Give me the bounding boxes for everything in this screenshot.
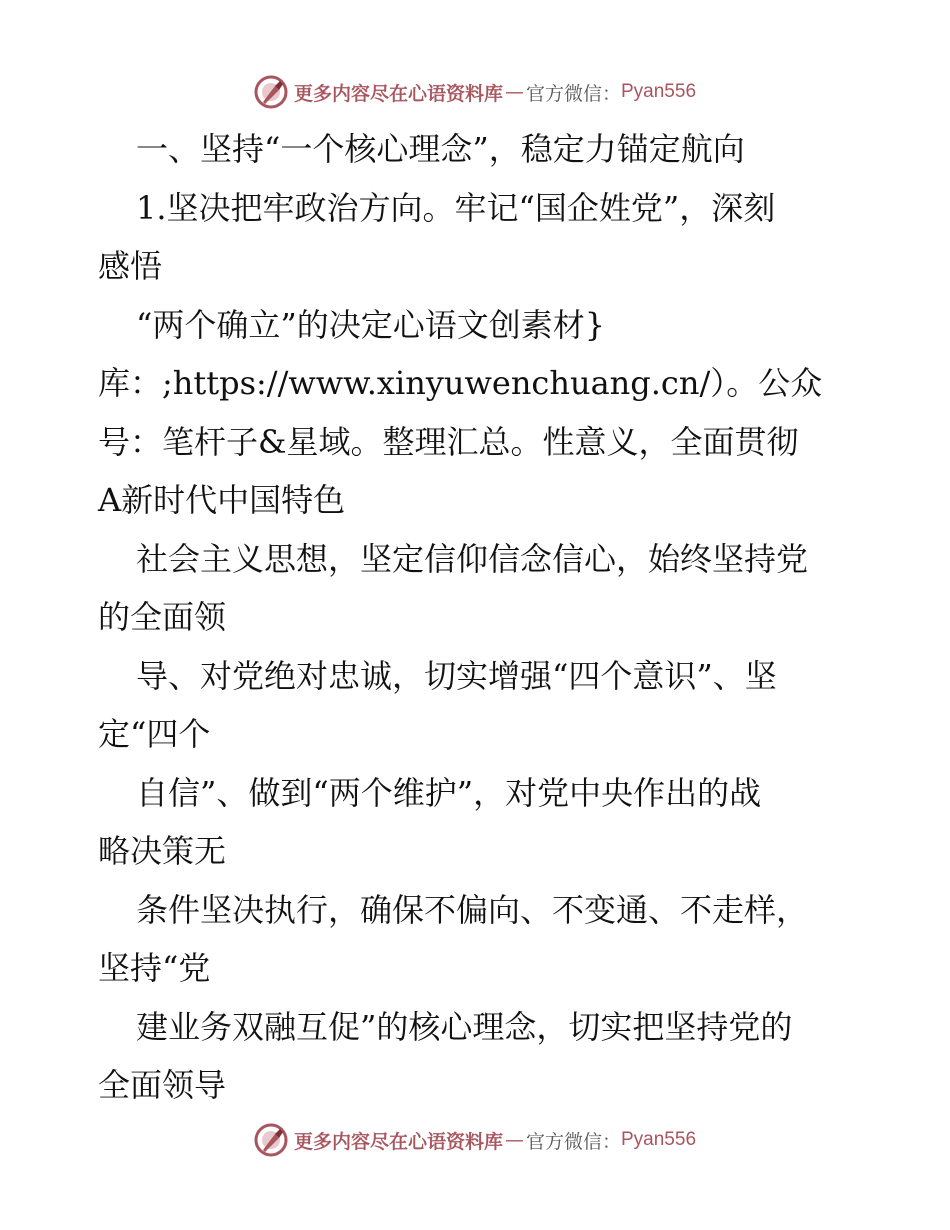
document-body	[98, 120, 858, 1115]
paragraph-line: 社会主义思想，坚定信仰信念信心，始终坚持党	[136, 539, 809, 578]
paragraph-line: 建业务双融互促”的核心理念，切实把坚持党的	[136, 1007, 793, 1046]
paragraph-line: A新时代中国特色	[98, 481, 346, 519]
watermark-wechat-id: Pyan556	[621, 81, 697, 102]
watermark-wechat-label: 官方微信：	[525, 1130, 621, 1153]
section-heading: 一、坚持“一个核心理念”，稳定力锚定航向	[136, 130, 745, 168]
watermark-separator: —	[504, 1129, 524, 1151]
paragraph-line: 导、对党绝对忠诚，切实增强“四个意识”、坚	[136, 656, 777, 695]
paragraph-line: 坚持“党	[98, 949, 211, 987]
paragraph-line: 库：;https://www.xinyuwenchuang.cn/）。公众	[98, 364, 823, 402]
watermark-wechat-id: Pyan556	[621, 1129, 697, 1150]
paragraph-line: 感悟	[98, 247, 163, 285]
watermark-brand: 更多内容尽在心语资料库	[293, 82, 503, 105]
watermark-separator: —	[504, 81, 524, 103]
footer-watermark	[0, 1120, 950, 1160]
paragraph-line: 定“四个	[98, 715, 211, 753]
watermark-wechat-label: 官方微信：	[525, 82, 621, 105]
header-watermark	[0, 72, 950, 112]
pen-nib-logo-icon	[254, 1123, 288, 1157]
watermark-brand: 更多内容尽在心语资料库	[293, 1130, 503, 1153]
paragraph-line: 全面领导	[98, 1066, 227, 1104]
paragraph-line: “两个确立”的决定心语文创素材}	[136, 305, 606, 344]
paragraph-line: 自信”、做到“两个维护”，对党中央作出的战	[136, 773, 762, 812]
paragraph-line: 1.坚决把牢政治方向。牢记“国企姓党”，深刻	[136, 188, 776, 227]
pen-nib-logo-icon	[254, 75, 288, 109]
paragraph-line: 的全面领	[98, 598, 227, 636]
paragraph-line: 号：笔杆子&星域。整理汇总。性意义，全面贯彻	[98, 422, 799, 461]
paragraph-line: 略决策无	[98, 832, 227, 870]
paragraph-line: 条件坚决执行，确保不偏向、不变通、不走样，	[136, 890, 809, 929]
